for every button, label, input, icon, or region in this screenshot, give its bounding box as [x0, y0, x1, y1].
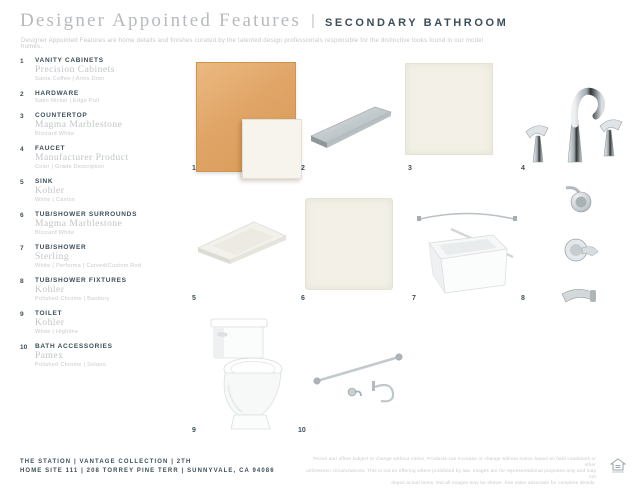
edge-pull-hardware-image: [305, 100, 395, 155]
faucet-image: [518, 70, 628, 170]
feature-detail: Blizzard White: [35, 230, 75, 236]
feature-brand: Kohler: [35, 318, 65, 328]
address-line: HOME SITE 111 | 208 TORREY PINE TERR | SUNNYVALE, CA 94086: [20, 468, 275, 474]
feature-brand: Manufacturer Product: [35, 153, 129, 163]
title-divider: |: [311, 12, 315, 29]
item-number-1: 1: [192, 165, 196, 172]
feature-number: 3: [20, 113, 24, 120]
bath-accessories-image: [305, 345, 410, 415]
feature-category: VANITY CABINETS: [35, 57, 104, 64]
item-number-3: 3: [408, 165, 412, 172]
feature-item-hardware: [20, 90, 188, 105]
feature-detail: Santa Coffee | Aries Door: [35, 76, 105, 82]
feature-item-surrounds: [20, 211, 188, 237]
room-subtitle: SECONDARY BATHROOM: [324, 17, 509, 29]
countertop-inset-sample-image: [242, 119, 302, 179]
feature-category: BATH ACCESSORIES: [35, 343, 113, 350]
feature-number: 6: [20, 212, 24, 219]
shower-fixtures-image: [548, 182, 608, 317]
feature-detail: Polished Chrome | Solano: [35, 362, 106, 368]
surround-swatch-image: [305, 198, 393, 290]
feature-category: TOILET: [35, 310, 63, 317]
feature-category: TUB/SHOWER: [35, 244, 87, 251]
item-number-9: 9: [192, 427, 196, 434]
feature-category: SINK: [35, 178, 54, 185]
feature-detail: Color | Grade Description: [35, 164, 105, 170]
disclaimer-line: Prices and offers subject to change without notice. Products can increase or change without notice based on field conditions or other: [313, 456, 596, 467]
page-title: Designer Appointed Features: [20, 10, 302, 31]
equal-housing-logo-icon: [610, 458, 626, 479]
feature-number: 2: [20, 91, 24, 98]
header-description: Designer Appointed Features are home details and finishes curated by the talented design professionals responsible for the distinctive looks found in our model homes.: [21, 38, 484, 50]
feature-brand: Magma Marblestone: [35, 219, 123, 229]
item-number-10: 10: [298, 427, 306, 434]
feature-brand: Kohler: [35, 186, 65, 196]
feature-item-countertop: [20, 112, 188, 138]
feature-list: [20, 57, 188, 376]
feature-brand: Kohler: [35, 285, 65, 295]
item-number-2: 2: [301, 165, 305, 172]
feature-item-vanity-cabinets: [20, 57, 188, 83]
feature-item-tub-shower: [20, 244, 188, 270]
sink-image: [192, 210, 292, 275]
item-number-7: 7: [412, 295, 416, 302]
feature-detail: White | Performa | Curved/Custom Rod: [35, 263, 142, 269]
feature-number: 9: [20, 311, 24, 318]
item-number-8: 8: [521, 295, 525, 302]
feature-item-toilet: [20, 310, 188, 336]
item-number-4: 4: [521, 165, 525, 172]
item-number-5: 5: [192, 295, 196, 302]
feature-brand: Magma Marblestone: [35, 120, 123, 130]
feature-brand: Sterling: [35, 252, 70, 262]
feature-brand: Pamex: [35, 351, 64, 361]
feature-number: 1: [20, 58, 24, 65]
feature-brand: Precision Cabinets: [35, 65, 115, 75]
disclaimer-line: depict actual items. Not all images may be shown. See sales associate for complete details.: [391, 480, 596, 485]
feature-category: TUB/SHOWER SURROUNDS: [35, 211, 138, 218]
footer-community-info: [20, 458, 275, 476]
feature-number: 8: [20, 278, 24, 285]
header: [20, 10, 508, 32]
feature-item-faucet: [20, 145, 188, 171]
feature-category: HARDWARE: [35, 90, 79, 97]
countertop-swatch-image: [405, 63, 493, 155]
feature-detail: White | Caxton: [35, 197, 76, 203]
feature-item-fixtures: [20, 277, 188, 303]
feature-number: 10: [20, 344, 28, 351]
cabinet-door-sample-image: [196, 62, 296, 172]
feature-category: FAUCET: [35, 145, 66, 152]
toilet-image: [198, 315, 293, 438]
disclaimer-line: unforeseen circumstances. This is not an offering where prohibited by law. Images are for representational purposes only and may not: [306, 468, 596, 479]
feature-detail: White | Highline: [35, 329, 79, 335]
feature-category: TUB/SHOWER FIXTURES: [35, 277, 127, 284]
feature-item-bath-accessories: [20, 343, 188, 369]
community-line: THE STATION | VANTAGE COLLECTION | 2TH: [20, 459, 192, 465]
feature-detail: Polished Chrome | Banbury: [35, 296, 110, 302]
tub-and-rod-image: [415, 205, 520, 305]
feature-number: 5: [20, 179, 24, 186]
feature-detail: Satin Nickel | Edge Pull: [35, 98, 100, 104]
legal-disclaimer: [306, 456, 596, 486]
feature-number: 7: [20, 245, 24, 252]
feature-number: 4: [20, 146, 24, 153]
feature-category: COUNTERTOP: [35, 112, 88, 119]
feature-item-sink: [20, 178, 188, 204]
feature-detail: Blizzard White: [35, 131, 75, 137]
item-number-6: 6: [301, 295, 305, 302]
